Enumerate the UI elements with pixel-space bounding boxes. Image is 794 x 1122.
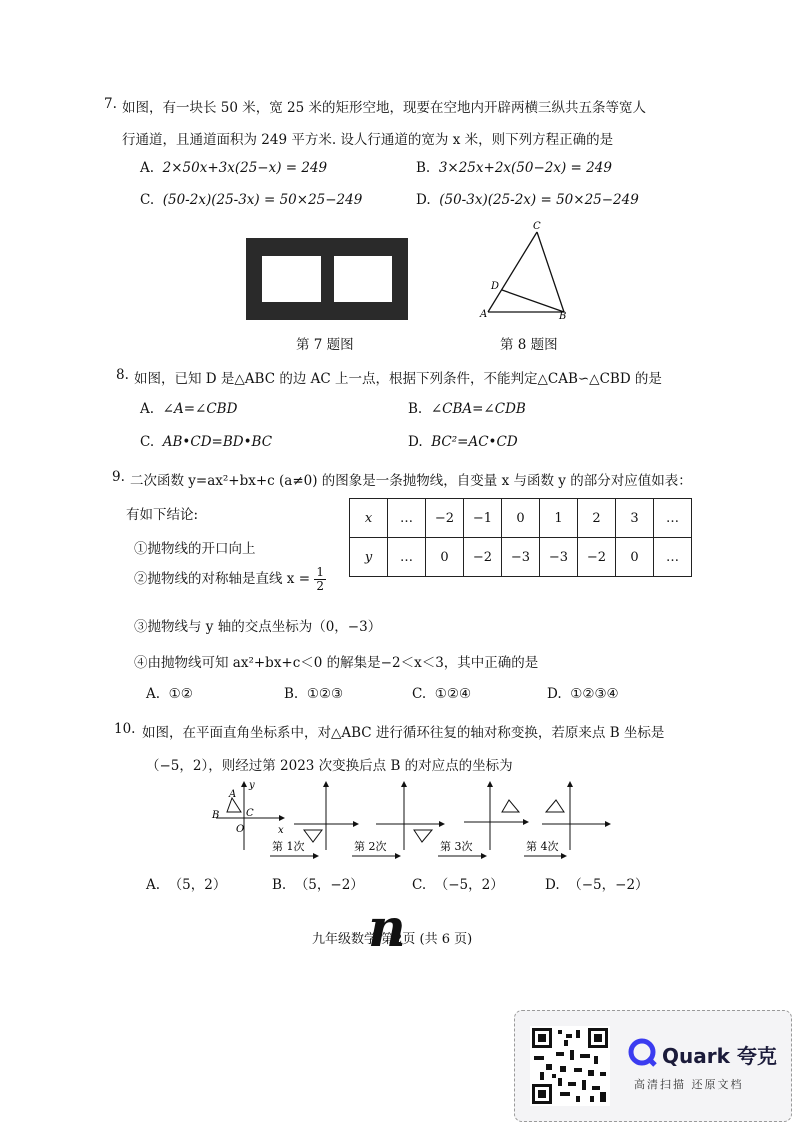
q7-option-d-label: D.: [416, 192, 431, 208]
q9-stem: 二次函数 y=ax²+bx+c (a≠0) 的图象是一条抛物线，自变量 x 与函数 y 的部分对应值如表：: [130, 473, 692, 489]
table-cell: −3: [540, 538, 578, 577]
q7-option-b: [416, 160, 612, 176]
q8-option-a: [140, 401, 237, 417]
table-cell: 0: [502, 499, 540, 538]
table-cell: …: [388, 499, 426, 538]
q10-option-b-label: B.: [272, 877, 287, 893]
q8-figure: [478, 218, 578, 322]
q9-fraction: [314, 566, 326, 593]
q10-option-b: [272, 873, 364, 893]
q8-figure-caption: 第 8 题图: [500, 337, 558, 353]
q8-label-c: C: [533, 221, 541, 232]
q10-option-a-text: （5，2）: [168, 877, 227, 893]
q9-number: 9.: [112, 469, 125, 485]
q10-label-b: B: [212, 810, 220, 821]
table-cell: −1: [464, 499, 502, 538]
q9-option-c: [412, 686, 471, 702]
q10-option-b-text: （5，−2）: [294, 877, 364, 893]
q7-option-c-text: (50-2x)(25-3x) = 50×25−249: [162, 192, 363, 208]
q7-option-d-text: (50-3x)(25-2x) = 50×25−249: [439, 192, 639, 208]
q10-label-o: O: [236, 824, 245, 835]
q9-y-row: [350, 538, 692, 577]
table-cell: −2: [426, 499, 464, 538]
q8-label-d: D: [491, 281, 500, 292]
quark-logo-icon: [628, 1038, 658, 1068]
q7-option-d: [416, 192, 639, 208]
table-cell: −2: [578, 538, 616, 577]
watermark-logo: n: [368, 898, 406, 959]
q8-segment-bd: [502, 290, 564, 312]
q10-triangle-step3: [502, 800, 519, 812]
q7-option-a-label: A.: [140, 160, 155, 176]
q9-x-row: [350, 499, 692, 538]
table-cell: 0: [426, 538, 464, 577]
q10-option-d: [545, 873, 649, 893]
q9-option-d-text: ①②③④: [570, 686, 619, 702]
q9-option-c-label: C.: [412, 686, 427, 702]
table-cell: …: [388, 538, 426, 577]
q10-option-c: [412, 873, 504, 893]
q9-conclusion-4: ④由抛物线可知 ax²+bx+c＜0 的解集是−2＜x＜3，其中正确的是: [134, 655, 539, 671]
q8-option-b-text: ∠CBA=∠CDB: [430, 401, 526, 417]
q8-option-c: [140, 434, 272, 450]
q10-option-d-text: （−5，−2）: [568, 877, 649, 893]
q7-option-b-label: B.: [416, 160, 431, 176]
q8-option-a-label: A.: [140, 401, 155, 417]
q10-option-d-label: D.: [545, 877, 560, 893]
q8-option-a-text: ∠A=∠CBD: [162, 401, 238, 417]
q8-number: 8.: [116, 367, 129, 383]
q9-option-b-label: B.: [284, 686, 299, 702]
q10-stem-line2: （−5，2），则经过第 2023 次变换后点 B 的对应点的坐标为: [146, 758, 513, 774]
q9-conclusion-2: [134, 566, 326, 593]
table-cell: 2: [578, 499, 616, 538]
q9-conclusion-2-text: ②抛物线的对称轴是直线 x =: [134, 571, 311, 587]
qr-code-icon: [530, 1026, 610, 1106]
table-cell: 3: [616, 499, 654, 538]
q9-option-a: [146, 686, 193, 702]
q10-triangle-original: [227, 798, 241, 812]
q10-step-4: 第 4次: [526, 840, 559, 853]
q8-stem: 如图，已知 D 是△ABC 的边 AC 上一点，根据下列条件，不能判定△CAB∽△CBD 的是: [134, 371, 662, 387]
q9-option-a-label: A.: [146, 686, 161, 702]
q7-stem-line2: 行通道，且通道面积为 249 平方米. 设人行通道的宽为 x 米，则下列方程正确的是: [122, 132, 614, 148]
q7-figure-caption: 第 7 题图: [296, 337, 354, 353]
q10-option-a: [146, 873, 226, 893]
q10-label-c: C: [246, 808, 254, 819]
q9-option-a-text: ①②: [168, 686, 193, 702]
q10-triangle-step4: [546, 800, 564, 812]
q9-option-b-text: ①②③: [306, 686, 344, 702]
q9-fraction-denominator: 2: [316, 579, 324, 593]
q10-figure: [206, 778, 616, 862]
q8-option-d-text: BC²=AC•CD: [431, 434, 518, 450]
table-cell: …: [654, 538, 692, 577]
q9-option-b: [284, 686, 343, 702]
page-footer: 九年级数学 第2页 (共 6 页): [312, 932, 473, 947]
table-cell: −2: [464, 538, 502, 577]
q8-side-cb: [537, 232, 564, 312]
q7-option-c: [140, 192, 362, 208]
q9-option-d: [547, 686, 619, 702]
q10-step-3: 第 3次: [440, 840, 473, 853]
q10-label-a: A: [229, 789, 237, 800]
q10-step-1: 第 1次: [272, 840, 305, 853]
table-cell: 1: [540, 499, 578, 538]
table-cell: y: [350, 538, 388, 577]
q9-intro: 有如下结论:: [126, 507, 199, 523]
q8-option-b-label: B.: [408, 401, 423, 417]
q7-option-c-label: C.: [140, 192, 155, 208]
q9-option-c-text: ①②④: [434, 686, 472, 702]
q8-option-c-label: C.: [140, 434, 155, 450]
table-cell: −3: [502, 538, 540, 577]
q10-label-y: y: [249, 780, 255, 791]
q8-option-d-label: D.: [408, 434, 423, 450]
q10-option-a-label: A.: [146, 877, 161, 893]
q10-triangle-step1: [304, 830, 322, 842]
q7-option-a: [140, 160, 327, 176]
q9-fraction-numerator: 1: [316, 565, 324, 579]
q10-triangle-step2: [414, 830, 432, 842]
q10-option-c-text: （−5，2）: [434, 877, 504, 893]
q8-option-c-text: AB•CD=BD•BC: [162, 434, 273, 450]
table-cell: …: [654, 499, 692, 538]
q8-label-b: B: [559, 311, 567, 322]
q9-option-d-label: D.: [547, 686, 562, 702]
q7-number: 7.: [104, 96, 117, 112]
quark-brand: Quark 夸克: [662, 1044, 777, 1068]
q7-option-b-text: 3×25x+2x(50−2x) = 249: [438, 160, 612, 176]
q9-conclusion-3: ③抛物线与 y 轴的交点坐标为（0，−3）: [134, 619, 382, 635]
q10-option-c-label: C.: [412, 877, 427, 893]
q10-step-2: 第 2次: [354, 840, 387, 853]
q7-plot-left: [262, 256, 321, 302]
q7-option-a-text: 2×50x+3x(25−x) = 249: [162, 160, 328, 176]
q8-option-d: [408, 434, 518, 450]
q7-plot-right: [334, 256, 392, 302]
table-cell: x: [350, 499, 388, 538]
q9-conclusion-1: ①抛物线的开口向上: [134, 541, 256, 557]
q8-label-a: A: [480, 309, 488, 320]
q7-stem-line1: 如图，有一块长 50 米，宽 25 米的矩形空地，现要在空地内开辟两横三纵共五条等宽人: [122, 100, 647, 116]
q8-option-b: [408, 401, 526, 417]
quark-subtitle: 高清扫描 还原文档: [634, 1078, 744, 1091]
q10-number: 10.: [114, 721, 136, 737]
table-cell: 0: [616, 538, 654, 577]
q10-label-x: x: [278, 825, 284, 836]
q7-figure: [246, 238, 408, 320]
q10-stem-line1: 如图，在平面直角坐标系中，对△ABC 进行循环往复的轴对称变换，若原来点 B 坐标是: [142, 725, 665, 741]
q9-value-table: [349, 498, 692, 577]
